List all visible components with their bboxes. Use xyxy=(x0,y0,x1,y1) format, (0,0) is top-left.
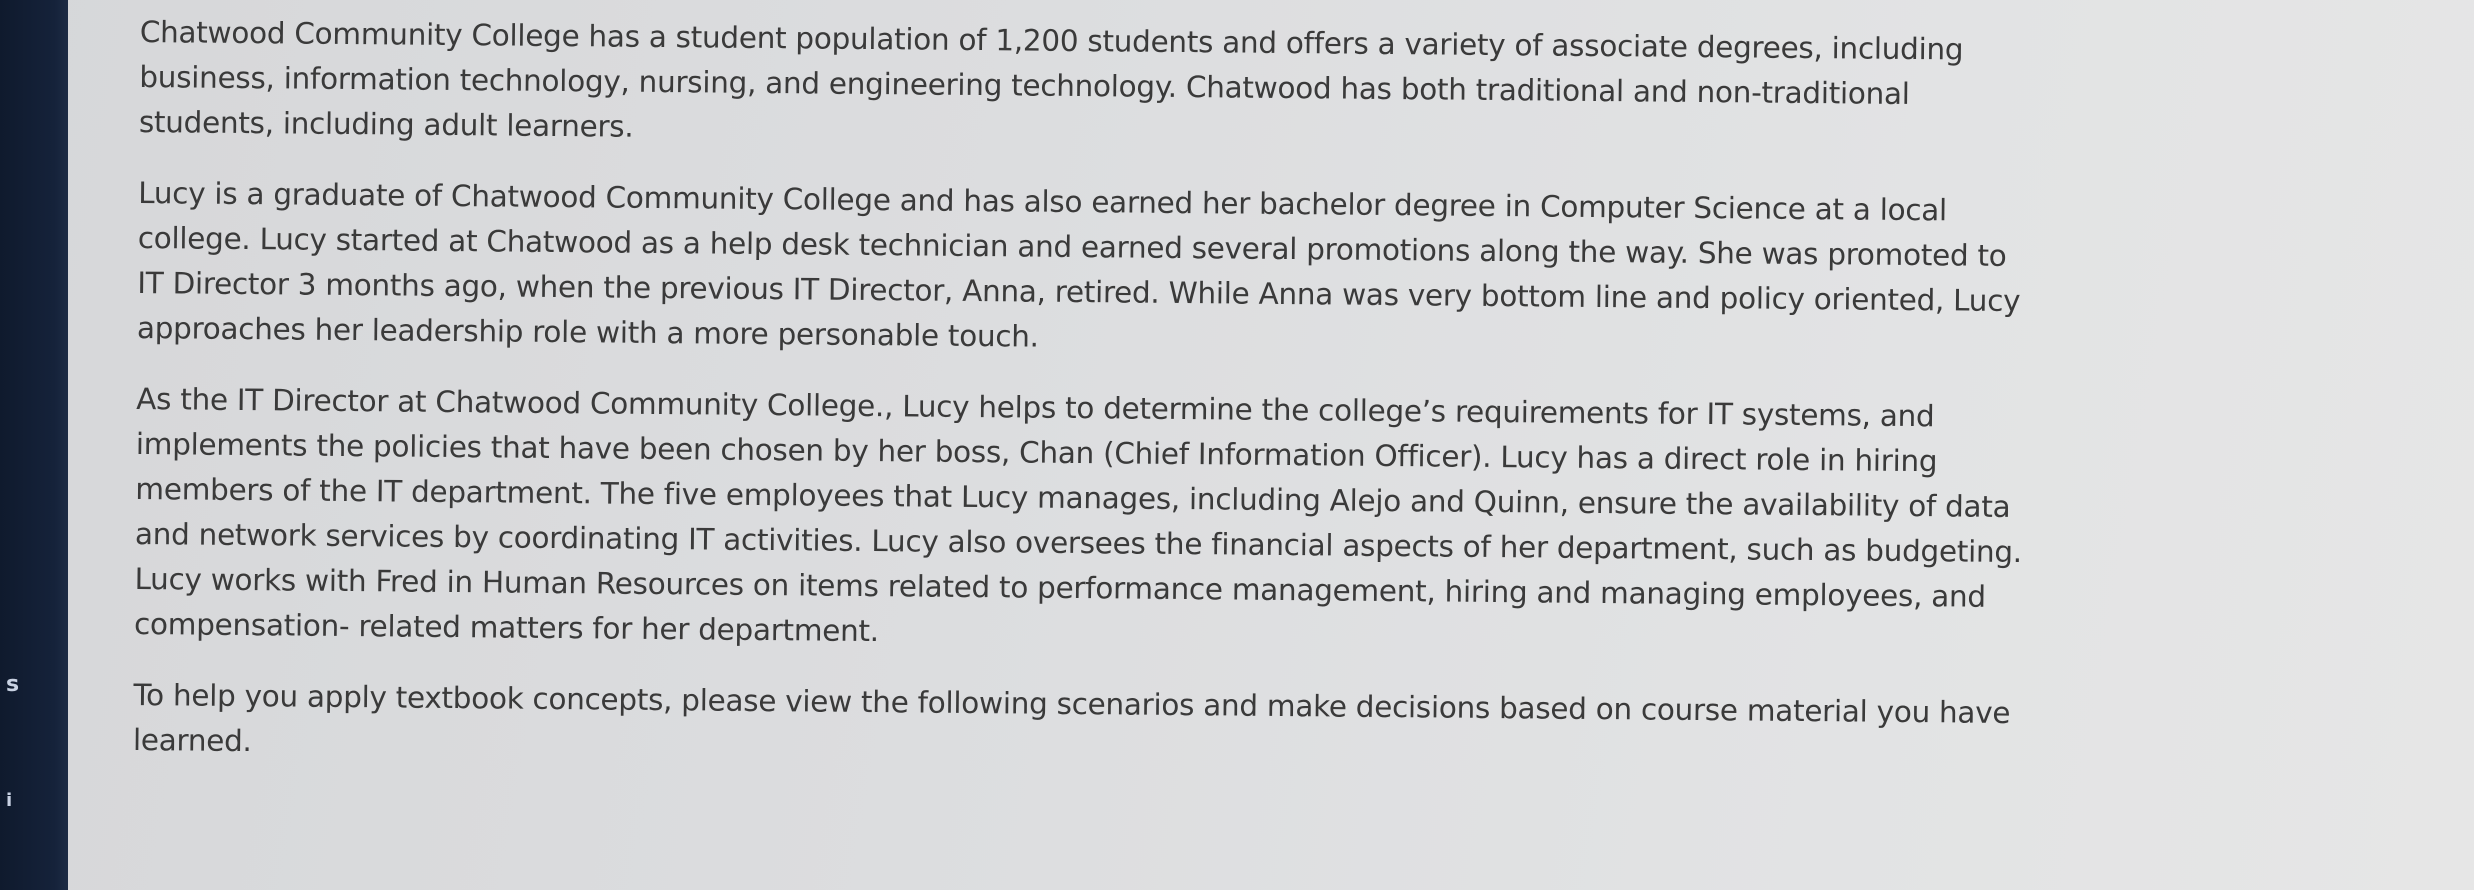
text-line: As the IT Director at Chatwood Community College., Lucy helps to determine the college’s requirements for IT systems, and xyxy=(136,381,1935,434)
text-line: implements the policies that have been chosen by her boss, Chan (Chief Information Officer). Lucy has a direct role in hiring xyxy=(135,426,1938,479)
text-line: and network services by coordinating IT activities. Lucy also oversees the financial aspects of her department, such as budgeting. xyxy=(134,516,2023,570)
sidebar-glyph-s: s xyxy=(6,672,20,697)
paragraph-it-director-role xyxy=(134,377,2087,666)
text-line: college. Lucy started at Chatwood as a help desk technician and earned several promotions along the way. She was promoted to xyxy=(137,220,2007,273)
paragraph-lucy-background xyxy=(137,171,2089,370)
paragraph-instructions xyxy=(133,673,2084,782)
text-line: learned. xyxy=(132,722,252,759)
text-line: Lucy works with Fred in Human Resources on items related to performance management, hiring and managing employees, and xyxy=(134,561,1986,614)
text-line: Chatwood Community College has a student population of 1,200 students and offers a variety of associate degrees, including xyxy=(139,14,1964,67)
text-line: To help you apply textbook concepts, please view the following scenarios and make decisions based on course material you have xyxy=(133,677,2011,730)
left-sidebar-rail xyxy=(0,0,68,890)
paragraph-college-intro xyxy=(139,10,2090,164)
sidebar-glyph-i: i xyxy=(6,790,13,811)
text-line: IT Director 3 months ago, when the previous IT Director, Anna, retired. While Anna was very bottom line and policy oriented, Lucy xyxy=(137,265,2021,319)
text-line: business, information technology, nursing, and engineering technology. Chatwood has both traditional and non-traditional xyxy=(139,59,1910,111)
case-study-text xyxy=(133,10,2090,808)
text-line: compensation- related matters for her department. xyxy=(133,606,879,649)
text-line: members of the IT department. The five employees that Lucy manages, including Alejo and Quinn, ensure the availability of data xyxy=(135,471,2011,524)
text-line: students, including adult learners. xyxy=(138,104,634,144)
text-line: approaches her leadership role with a more personable touch. xyxy=(136,310,1039,354)
text-line: Lucy is a graduate of Chatwood Community College and has also earned her bachelor degree in Computer Science at a local xyxy=(138,175,1948,228)
